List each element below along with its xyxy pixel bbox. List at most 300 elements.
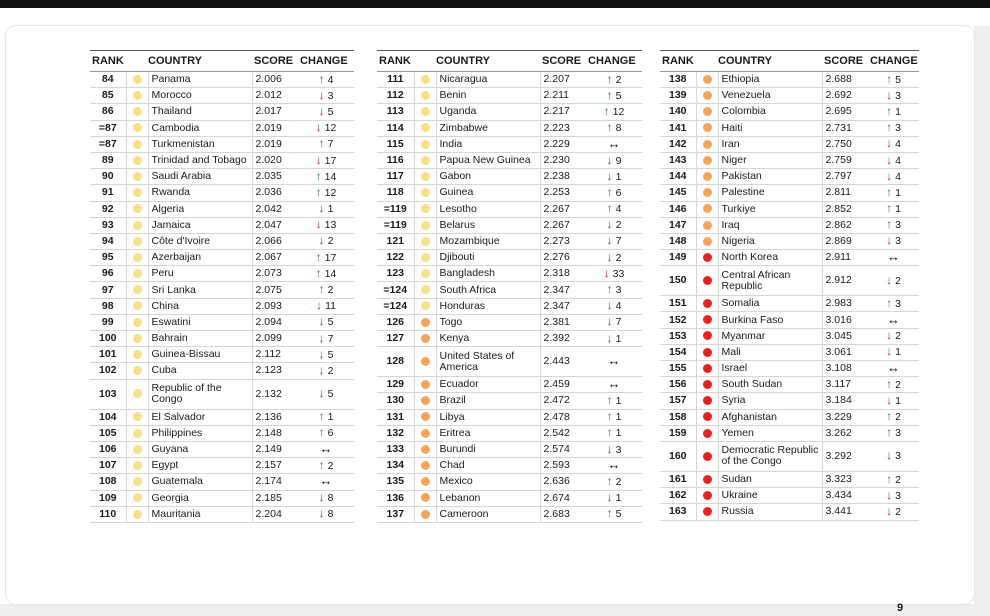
- arrow-up-icon: ↑: [606, 392, 613, 407]
- status-cell: [414, 136, 436, 152]
- country-cell: Somalia: [718, 296, 822, 312]
- status-cell: [414, 441, 436, 457]
- header-score: SCORE: [252, 51, 298, 72]
- change-value: 2: [327, 364, 334, 377]
- score-cell: 2.012: [252, 88, 298, 104]
- score-cell: 2.797: [822, 169, 868, 185]
- table-row: [377, 136, 642, 152]
- rank-cell: =119: [377, 201, 414, 217]
- header-rank: RANK: [377, 51, 414, 72]
- country-cell: Uganda: [436, 104, 540, 120]
- status-cell: [696, 217, 718, 233]
- rank-cell: 148: [660, 233, 696, 249]
- arrow-up-icon: ↑: [318, 136, 325, 151]
- status-dot-icon: [703, 507, 712, 516]
- score-cell: 2.443: [540, 347, 586, 377]
- rank-cell: 146: [660, 201, 696, 217]
- status-dot-icon: [703, 299, 712, 308]
- score-cell: 2.472: [540, 393, 586, 409]
- change-cell: [298, 363, 354, 379]
- arrow-up-icon: ↑: [886, 201, 893, 216]
- status-dot-icon: [133, 389, 142, 398]
- status-dot-icon: [703, 123, 712, 132]
- status-cell: [696, 185, 718, 201]
- score-cell: 2.207: [540, 72, 586, 88]
- score-cell: 2.185: [252, 490, 298, 506]
- status-cell: [696, 152, 718, 168]
- status-cell: [414, 377, 436, 393]
- score-cell: 2.692: [822, 88, 868, 104]
- change-cell: [298, 474, 354, 490]
- arrow-down-icon: ↓: [606, 490, 613, 505]
- table-row: [90, 72, 354, 88]
- change-cell: [868, 104, 919, 120]
- status-cell: [414, 425, 436, 441]
- change-cell: [298, 136, 354, 152]
- change-cell: [298, 185, 354, 201]
- status-cell: [414, 152, 436, 168]
- table-row: [90, 331, 354, 347]
- country-cell: Colombia: [718, 104, 822, 120]
- change-value: 11: [325, 300, 336, 313]
- country-cell: Cuba: [148, 363, 252, 379]
- score-cell: 2.148: [252, 425, 298, 441]
- country-cell: Iran: [718, 136, 822, 152]
- table-row: [90, 409, 354, 425]
- country-cell: South Sudan: [718, 377, 822, 393]
- table-row: [660, 409, 919, 425]
- score-cell: 2.983: [822, 296, 868, 312]
- rank-cell: 138: [660, 72, 696, 88]
- rank-cell: 105: [90, 425, 126, 441]
- country-cell: Zimbabwe: [436, 120, 540, 136]
- table-row: [90, 490, 354, 506]
- arrow-down-icon: ↓: [318, 346, 325, 361]
- status-dot-icon: [421, 172, 430, 181]
- score-cell: 2.019: [252, 120, 298, 136]
- table-header-row: [90, 51, 354, 72]
- status-cell: [696, 88, 718, 104]
- country-cell: Lesotho: [436, 201, 540, 217]
- table-row: [377, 425, 642, 441]
- status-cell: [126, 474, 148, 490]
- status-dot-icon: [703, 107, 712, 116]
- change-value: 17: [324, 154, 337, 167]
- score-cell: 2.542: [540, 425, 586, 441]
- table-row: [660, 72, 919, 88]
- change-value: 1: [615, 394, 622, 407]
- change-value: 8: [327, 508, 334, 521]
- score-cell: 2.073: [252, 266, 298, 282]
- arrow-down-icon: ↓: [606, 152, 613, 167]
- table-row: [660, 296, 919, 312]
- change-cell: [868, 425, 919, 441]
- status-cell: [126, 88, 148, 104]
- change-cell: [298, 72, 354, 88]
- table-row: [90, 120, 354, 136]
- country-cell: China: [148, 298, 252, 314]
- change-cell: [868, 233, 919, 249]
- arrow-up-icon: ↑: [318, 282, 325, 297]
- status-cell: [126, 331, 148, 347]
- table-row: [377, 104, 642, 120]
- arrow-up-icon: ↑: [318, 457, 325, 472]
- score-cell: 3.184: [822, 393, 868, 409]
- rank-cell: 117: [377, 169, 414, 185]
- rank-cell: 114: [377, 120, 414, 136]
- rank-cell: 106: [90, 441, 126, 457]
- score-cell: 2.035: [252, 169, 298, 185]
- change-cell: [586, 169, 642, 185]
- change-cell: [868, 152, 919, 168]
- score-cell: 2.067: [252, 250, 298, 266]
- table-row: [377, 201, 642, 217]
- table-row: [660, 136, 919, 152]
- country-cell: Lebanon: [436, 490, 540, 506]
- country-cell: Guinea: [436, 185, 540, 201]
- score-cell: 2.020: [252, 152, 298, 168]
- arrow-left-right-icon: ↔: [607, 457, 621, 473]
- status-dot-icon: [133, 445, 142, 454]
- arrow-up-icon: ↑: [606, 473, 613, 488]
- status-cell: [126, 298, 148, 314]
- status-cell: [126, 425, 148, 441]
- status-dot-icon: [421, 396, 430, 405]
- arrow-down-icon: ↓: [606, 233, 613, 248]
- rank-cell: =124: [377, 298, 414, 314]
- status-cell: [126, 458, 148, 474]
- arrow-up-icon: ↑: [318, 409, 325, 424]
- score-cell: 2.459: [540, 377, 586, 393]
- status-cell: [414, 347, 436, 377]
- status-dot-icon: [133, 237, 142, 246]
- country-cell: Russia: [718, 504, 822, 520]
- rank-cell: 90: [90, 169, 126, 185]
- rank-cell: 95: [90, 250, 126, 266]
- status-cell: [696, 72, 718, 88]
- country-cell: Guyana: [148, 441, 252, 457]
- rank-cell: =87: [90, 136, 126, 152]
- change-cell: [868, 393, 919, 409]
- country-cell: Cambodia: [148, 120, 252, 136]
- arrow-down-icon: ↓: [886, 152, 893, 167]
- rank-cell: 140: [660, 104, 696, 120]
- score-cell: 2.347: [540, 282, 586, 298]
- change-value: 2: [615, 475, 622, 488]
- table-row: [90, 104, 354, 120]
- table-row: [660, 425, 919, 441]
- country-cell: Panama: [148, 72, 252, 88]
- change-value: 1: [615, 427, 622, 440]
- status-cell: [696, 120, 718, 136]
- status-dot-icon: [421, 318, 430, 327]
- country-cell: Ethiopia: [718, 72, 822, 88]
- status-dot-icon: [421, 75, 430, 84]
- table-row: [377, 490, 642, 506]
- change-cell: [586, 233, 642, 249]
- country-cell: Democratic Republic of the Congo: [718, 441, 822, 471]
- status-dot-icon: [133, 366, 142, 375]
- arrow-up-icon: ↑: [886, 120, 893, 135]
- arrow-down-icon: ↓: [318, 314, 325, 329]
- status-dot-icon: [421, 301, 430, 310]
- change-value: 1: [895, 105, 901, 118]
- table-row: [660, 217, 919, 233]
- change-value: 14: [324, 170, 337, 183]
- change-value: 2: [895, 505, 901, 518]
- status-dot-icon: [133, 75, 142, 84]
- table-row: [377, 266, 642, 282]
- status-cell: [126, 490, 148, 506]
- table-row: [90, 233, 354, 249]
- table-row: [90, 217, 354, 233]
- change-value: 1: [895, 394, 901, 407]
- score-cell: 2.136: [252, 409, 298, 425]
- country-cell: Mexico: [436, 474, 540, 490]
- rank-cell: 108: [90, 474, 126, 490]
- change-value: 2: [615, 251, 622, 264]
- table-row: [660, 88, 919, 104]
- country-cell: Mali: [718, 344, 822, 360]
- arrow-down-icon: ↓: [886, 87, 893, 102]
- status-dot-icon: [703, 172, 712, 181]
- change-value: 12: [324, 186, 337, 199]
- table-row: [90, 425, 354, 441]
- status-cell: [414, 201, 436, 217]
- ranking-table-3: [660, 50, 919, 521]
- rank-cell: 97: [90, 282, 126, 298]
- arrow-left-right-icon: ↔: [887, 311, 901, 327]
- change-cell: [586, 409, 642, 425]
- rank-cell: 162: [660, 488, 696, 504]
- arrow-down-icon: ↓: [886, 344, 893, 359]
- country-cell: Eritrea: [436, 425, 540, 441]
- arrow-left-right-icon: ↔: [607, 376, 621, 392]
- rank-cell: 99: [90, 314, 126, 330]
- rank-cell: 139: [660, 88, 696, 104]
- country-cell: Palestine: [718, 185, 822, 201]
- change-cell: [586, 474, 642, 490]
- change-cell: [298, 201, 354, 217]
- status-dot-icon: [703, 396, 712, 405]
- arrow-left-right-icon: ↔: [319, 441, 333, 457]
- change-cell: [868, 201, 919, 217]
- change-value: 2: [615, 73, 622, 86]
- arrow-down-icon: ↓: [315, 152, 322, 167]
- status-dot-icon: [703, 91, 712, 100]
- status-cell: [414, 314, 436, 330]
- header-change: CHANGE: [868, 51, 919, 72]
- score-cell: 2.273: [540, 233, 586, 249]
- rank-cell: 131: [377, 409, 414, 425]
- change-cell: [298, 282, 354, 298]
- status-cell: [696, 169, 718, 185]
- change-cell: [586, 136, 642, 152]
- status-cell: [414, 250, 436, 266]
- change-value: 7: [327, 332, 334, 345]
- change-cell: [586, 266, 642, 282]
- status-dot-icon: [703, 380, 712, 389]
- change-value: 4: [895, 138, 901, 151]
- status-dot-icon: [133, 412, 142, 421]
- status-cell: [126, 152, 148, 168]
- rank-cell: 93: [90, 217, 126, 233]
- header-change: CHANGE: [586, 51, 642, 72]
- status-cell: [414, 233, 436, 249]
- status-cell: [414, 266, 436, 282]
- arrow-up-icon: ↑: [606, 120, 613, 135]
- score-cell: 3.117: [822, 377, 868, 393]
- table-row: [660, 471, 919, 487]
- change-value: 2: [895, 473, 901, 486]
- rank-cell: 159: [660, 425, 696, 441]
- change-value: 1: [327, 411, 334, 424]
- score-cell: 2.042: [252, 201, 298, 217]
- arrow-down-icon: ↓: [606, 441, 613, 456]
- score-cell: 2.238: [540, 169, 586, 185]
- page-number: 9: [897, 602, 904, 614]
- status-cell: [126, 282, 148, 298]
- score-cell: 2.230: [540, 152, 586, 168]
- arrow-up-icon: ↑: [603, 103, 610, 118]
- status-dot-icon: [421, 269, 430, 278]
- change-value: 2: [895, 378, 901, 391]
- country-cell: Rwanda: [148, 185, 252, 201]
- change-value: 5: [615, 89, 622, 102]
- country-cell: Nigeria: [718, 233, 822, 249]
- country-cell: Ecuador: [436, 377, 540, 393]
- table-row: [660, 104, 919, 120]
- table-row: [377, 474, 642, 490]
- table-row: [377, 441, 642, 457]
- viewer-margin-right: [974, 26, 990, 604]
- score-cell: 3.441: [822, 504, 868, 520]
- rank-cell: 144: [660, 169, 696, 185]
- rank-cell: =87: [90, 120, 126, 136]
- table-row: [90, 379, 354, 409]
- status-dot-icon: [421, 285, 430, 294]
- table-row: [660, 185, 919, 201]
- score-cell: 2.862: [822, 217, 868, 233]
- table-row: [377, 120, 642, 136]
- country-cell: Saudi Arabia: [148, 169, 252, 185]
- table-row: [90, 169, 354, 185]
- score-cell: 2.123: [252, 363, 298, 379]
- change-cell: [586, 331, 642, 347]
- score-cell: 2.204: [252, 506, 298, 522]
- change-value: 2: [895, 274, 901, 287]
- rank-cell: 163: [660, 504, 696, 520]
- status-cell: [696, 233, 718, 249]
- status-cell: [696, 250, 718, 266]
- country-cell: South Africa: [436, 282, 540, 298]
- table-row: [377, 377, 642, 393]
- rank-cell: 96: [90, 266, 126, 282]
- rank-cell: =124: [377, 282, 414, 298]
- country-cell: Brazil: [436, 393, 540, 409]
- arrow-down-icon: ↓: [886, 136, 893, 151]
- table-row: [90, 347, 354, 363]
- country-cell: Egypt: [148, 458, 252, 474]
- rank-cell: 86: [90, 104, 126, 120]
- score-cell: 2.731: [822, 120, 868, 136]
- country-cell: Burundi: [436, 441, 540, 457]
- status-dot-icon: [421, 204, 430, 213]
- rank-cell: 116: [377, 152, 414, 168]
- country-cell: Ukraine: [718, 488, 822, 504]
- change-cell: [586, 282, 642, 298]
- country-cell: Morocco: [148, 88, 252, 104]
- rank-cell: 109: [90, 490, 126, 506]
- country-cell: Bangladesh: [436, 266, 540, 282]
- status-cell: [414, 490, 436, 506]
- arrow-up-icon: ↑: [886, 409, 893, 424]
- change-value: 7: [615, 235, 622, 248]
- score-cell: 2.869: [822, 233, 868, 249]
- change-cell: [298, 250, 354, 266]
- score-cell: 2.149: [252, 441, 298, 457]
- status-dot-icon: [133, 429, 142, 438]
- change-value: 12: [324, 122, 337, 135]
- table-row: [377, 331, 642, 347]
- status-dot-icon: [133, 493, 142, 502]
- score-cell: 3.434: [822, 488, 868, 504]
- header-score: SCORE: [540, 51, 586, 72]
- status-cell: [414, 104, 436, 120]
- arrow-up-icon: ↑: [886, 425, 893, 440]
- change-cell: [298, 88, 354, 104]
- header-change: CHANGE: [298, 51, 354, 72]
- rank-cell: 150: [660, 266, 696, 296]
- status-dot-icon: [133, 461, 142, 470]
- score-cell: 2.912: [822, 266, 868, 296]
- country-cell: Jamaica: [148, 217, 252, 233]
- change-cell: [868, 136, 919, 152]
- change-value: 7: [327, 138, 334, 151]
- score-cell: 2.674: [540, 490, 586, 506]
- score-cell: 2.267: [540, 217, 586, 233]
- table-row: [660, 250, 919, 266]
- rank-cell: 126: [377, 314, 414, 330]
- country-cell: Turkiye: [718, 201, 822, 217]
- score-cell: 2.157: [252, 458, 298, 474]
- arrow-down-icon: ↓: [318, 362, 325, 377]
- change-cell: [868, 88, 919, 104]
- status-cell: [126, 217, 148, 233]
- country-cell: Venezuela: [718, 88, 822, 104]
- score-cell: 2.047: [252, 217, 298, 233]
- status-dot-icon: [703, 75, 712, 84]
- arrow-down-icon: ↓: [606, 330, 613, 345]
- score-cell: 3.016: [822, 312, 868, 328]
- score-cell: 2.478: [540, 409, 586, 425]
- status-dot-icon: [133, 107, 142, 116]
- change-value: 3: [327, 89, 334, 102]
- rank-cell: 157: [660, 393, 696, 409]
- header-country: COUNTRY: [126, 51, 252, 72]
- rank-cell: 123: [377, 266, 414, 282]
- change-value: 4: [615, 203, 622, 216]
- score-cell: 3.262: [822, 425, 868, 441]
- change-cell: [298, 441, 354, 457]
- status-cell: [696, 296, 718, 312]
- table-header-row: [660, 51, 919, 72]
- change-value: 6: [327, 427, 334, 440]
- change-cell: [298, 425, 354, 441]
- rank-cell: 152: [660, 312, 696, 328]
- table-row: [90, 363, 354, 379]
- status-cell: [414, 88, 436, 104]
